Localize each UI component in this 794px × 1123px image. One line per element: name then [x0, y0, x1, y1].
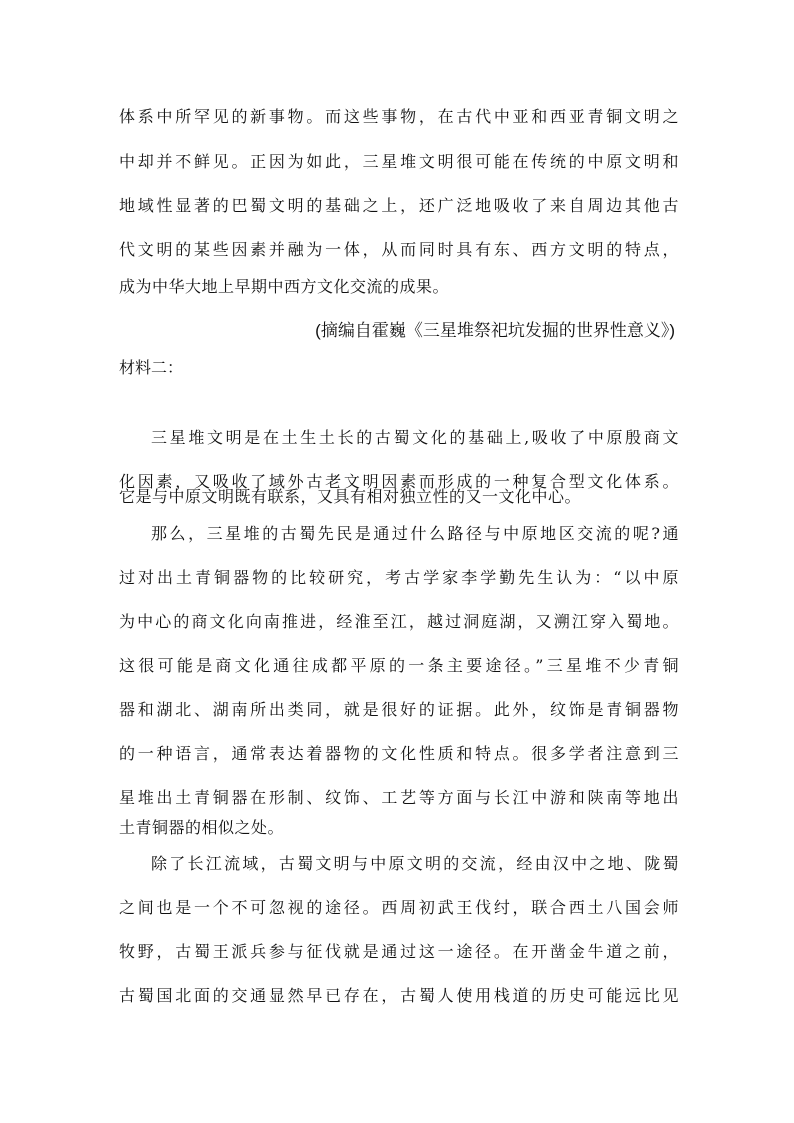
material-2-heading: 材料二：: [119, 360, 184, 377]
text-line: 为中心的商文化向南推进，经淮至江，越过洞庭湖，又溯江穿入蜀地。: [119, 612, 679, 631]
text-line: 成为中华大地上早期中西方文化交流的成果。: [119, 277, 450, 296]
text-line: 牧野，古蜀王派兵参与征伐就是通过这一途径。在开凿金牛道之前，: [119, 942, 679, 961]
text-line: 器和湖北、湖南所出类同，就是很好的证据。此外，纹饰是青铜器物: [119, 700, 679, 719]
text-line: 土青铜器的相似之处。: [119, 818, 285, 837]
text-line: 那么，三星堆的古蜀先民是通过什么路径与中原地区交流的呢?通: [151, 524, 679, 543]
text-line: 古蜀国北面的交通显然早已存在，古蜀人使用栈道的历史可能远比见: [119, 986, 679, 1005]
source-attribution: (摘编自霍巍《三星堆祭祀坑发掘的世界性意义》): [315, 321, 675, 340]
text-line: 它是与中原文明既有联系，又具有相对独立性的又一文化中心。: [119, 487, 582, 506]
text-line: 过对出土青铜器物的比较研究，考古学家李学勤先生认为：“以中原: [119, 568, 679, 587]
text-line: 这很可能是商文化通往成都平原的一条主要途径。”三星堆不少青铜: [119, 656, 679, 675]
text-line: 除了长江流域，古蜀文明与中原文明的交流，经由汉中之地、陇蜀: [151, 854, 679, 873]
text-line: 三星堆文明是在土生土长的古蜀文化的基础上,吸收了中原殷商文: [151, 428, 679, 447]
text-line: 代文明的某些因素并融为一体，从而同时具有东、西方文明的特点，: [119, 240, 679, 259]
text-line: 化因素，又吸收了域外古老文明因素而形成的一种复合型文化体系。: [119, 472, 679, 491]
text-line: 的一种语言，通常表达着器物的文化性质和特点。很多学者注意到三: [119, 744, 679, 763]
text-line: 体系中所罕见的新事物。而这些事物，在古代中亚和西亚青铜文明之: [119, 107, 679, 126]
text-line: 之间也是一个不可忽视的途径。西周初武王伐纣，联合西土八国会师: [119, 898, 679, 917]
text-line: 星堆出土青铜器在形制、纹饰、工艺等方面与长江中游和陕南等地出: [119, 788, 679, 807]
text-line: 地域性显著的巴蜀文明的基础之上，还广泛地吸收了来自周边其他古: [119, 196, 679, 215]
text-line: 中却并不鲜见。正因为如此，三星堆文明很可能在传统的中原文明和: [119, 152, 679, 171]
